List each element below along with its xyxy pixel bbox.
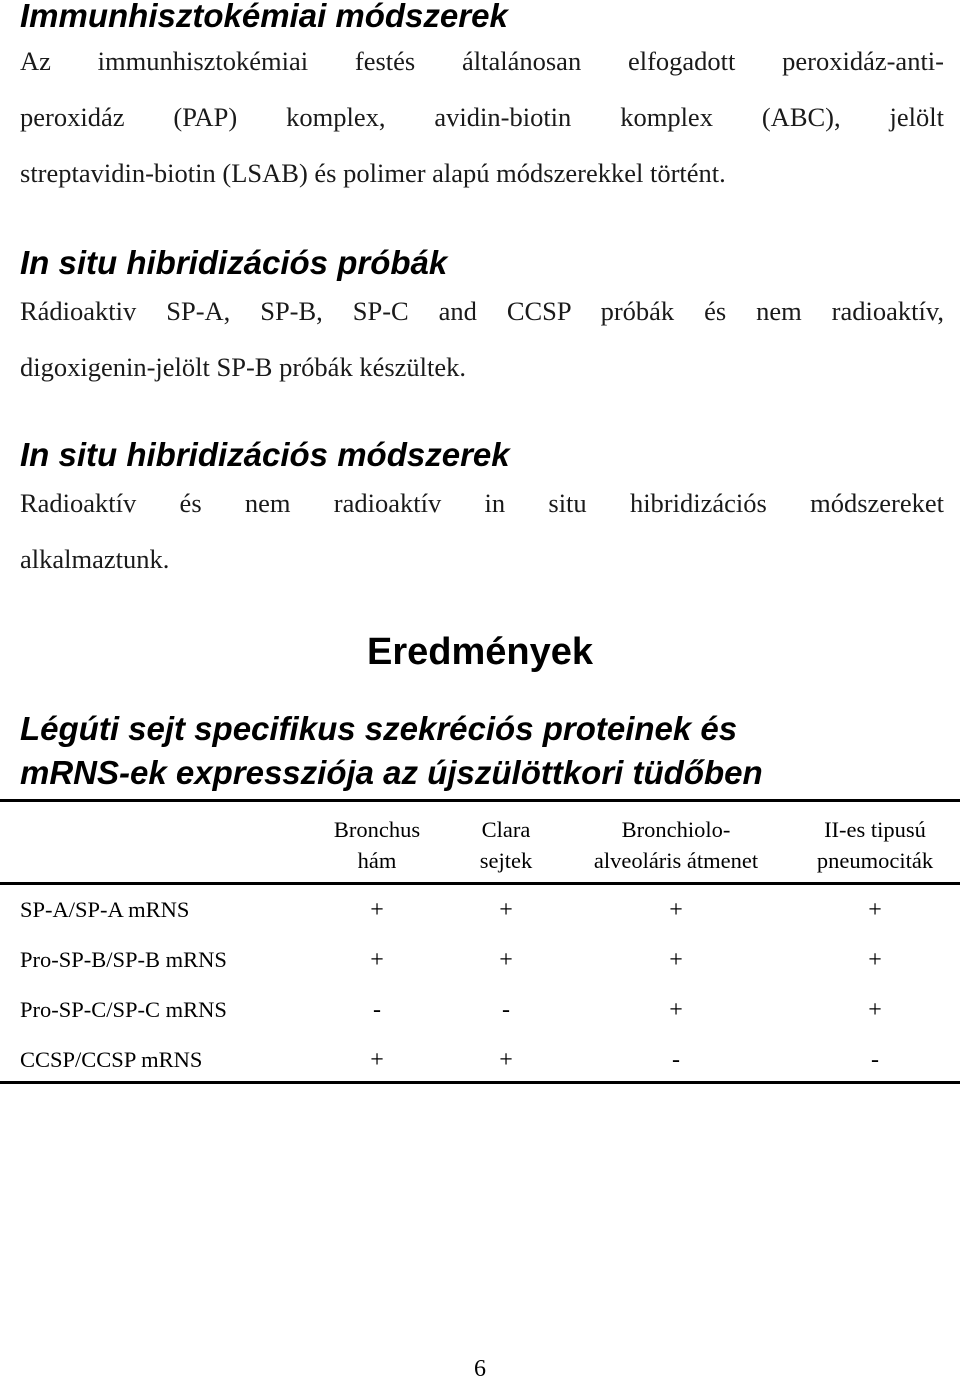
column-header-line: II-es tipusú bbox=[824, 817, 926, 842]
table-bottom-rule bbox=[0, 1081, 960, 1084]
column-header-line: Bronchiolo- bbox=[621, 817, 731, 842]
section-heading-ish-methods: In situ hibridizációs módszerek bbox=[20, 436, 510, 473]
table-cell: + bbox=[370, 1047, 384, 1073]
table-cell: + bbox=[868, 897, 882, 923]
table-cell: + bbox=[370, 897, 384, 923]
paragraph-line: Az immunhisztokémiai festés általánosan elfogadott peroxidáz-anti- bbox=[20, 46, 944, 76]
table-cell: + bbox=[868, 997, 882, 1023]
table-cell: - bbox=[373, 997, 381, 1023]
results-title: Eredmények bbox=[366, 631, 593, 673]
column-header-clara bbox=[450, 814, 562, 876]
column-header-bronchus bbox=[312, 814, 442, 876]
table-cell: + bbox=[499, 947, 513, 973]
page-number: 6 bbox=[474, 1356, 486, 1382]
paragraph-line: digoxigenin-jelölt SP-B próbák készültek. bbox=[20, 352, 467, 382]
column-header-bronchiolo-alveolar bbox=[570, 814, 782, 876]
column-header-line: pneumociták bbox=[816, 848, 934, 873]
column-header-line: sejtek bbox=[479, 848, 533, 873]
paragraph-line: peroxidáz (PAP) komplex, avidin-biotin komplex (ABC), jelölt bbox=[20, 102, 944, 132]
table-cell: + bbox=[370, 947, 384, 973]
column-header-type2-pneumocytes bbox=[800, 814, 950, 876]
table-cell: + bbox=[669, 947, 683, 973]
table-row-label: SP-A/SP-A mRNS bbox=[20, 897, 190, 922]
table-cell: - bbox=[502, 997, 510, 1023]
column-header-line: Bronchus bbox=[333, 817, 421, 842]
table-cell: - bbox=[672, 1047, 680, 1073]
paragraph-line: Rádioaktiv SP-A, SP-B, SP-C and CCSP próbák és nem radioaktív, bbox=[20, 296, 944, 326]
table-cell: + bbox=[499, 897, 513, 923]
section-heading-ish-probes: In situ hibridizációs próbák bbox=[20, 244, 448, 281]
table-row-label: CCSP/CCSP mRNS bbox=[20, 1047, 203, 1072]
paragraph-line: streptavidin-biotin (LSAB) és polimer alapú módszerekkel történt. bbox=[20, 158, 726, 188]
table-row-label: Pro-SP-B/SP-B mRNS bbox=[20, 947, 227, 972]
paragraph-line: alkalmaztunk. bbox=[20, 544, 170, 574]
table-heading-line-1: Légúti sejt specifikus szekréciós proteinek és bbox=[20, 710, 738, 747]
table-cell: + bbox=[669, 997, 683, 1023]
column-header-line: hám bbox=[357, 848, 397, 873]
table-heading-line-2: mRNS-ek expressziója az újszülöttkori tüdőben bbox=[20, 754, 763, 791]
section-heading-immunohistochemistry: Immunhisztokémiai módszerek bbox=[20, 0, 508, 34]
table-cell: - bbox=[871, 1047, 879, 1073]
table-cell: + bbox=[499, 1047, 513, 1073]
table-top-rule bbox=[0, 799, 960, 802]
table-row-label: Pro-SP-C/SP-C mRNS bbox=[20, 997, 227, 1022]
column-header-line: Clara bbox=[481, 817, 531, 842]
table-cell: + bbox=[868, 947, 882, 973]
column-header-line: alveoláris átmenet bbox=[593, 848, 759, 873]
paragraph-line: Radioaktív és nem radioaktív in situ hibridizációs módszereket bbox=[20, 488, 944, 518]
table-cell: + bbox=[669, 897, 683, 923]
table-header-rule bbox=[0, 882, 960, 885]
